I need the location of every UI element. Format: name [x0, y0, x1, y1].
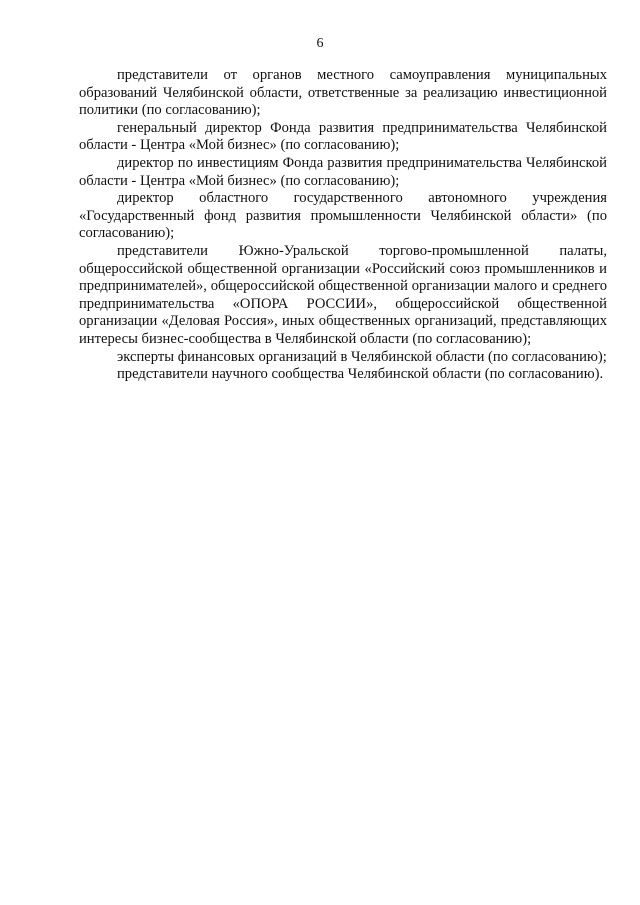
paragraph-general-director: генеральный директор Фонда развития предпринимательства Челябинской области - Центра «Мой бизнес» (по согласованию);: [79, 119, 607, 154]
document-body: [79, 67, 607, 384]
page-number: 6: [316, 36, 324, 51]
paragraph-business-organizations: представители Южно-Уральской торгово-промышленной палаты, общероссийской общественной организации «Российский союз промышленников и предпринимателей», общероссийской общественной организации малого и среднего предпринимательства «ОПОРА РОССИИ», общероссийской общественной организации «Деловая Россия», иных общественных организаций, представляющих интересы бизнес-сообщества в Челябинской области (по согласованию);: [79, 242, 607, 347]
paragraph-industry-fund-director: директор областного государственного автономного учреждения «Государственный фонд развития промышленности Челябинской области» (по согласованию);: [79, 190, 607, 242]
paragraph-local-government: представители от органов местного самоуправления муниципальных образований Челябинской области, ответственные за реализацию инвестиционной политики (по согласованию);: [79, 67, 607, 119]
paragraph-investment-director: директор по инвестициям Фонда развития предпринимательства Челябинской области - Центра «Мой бизнес» (по согласованию);: [79, 154, 607, 189]
paragraph-scientific-community: представители научного сообщества Челябинской области (по согласованию).: [117, 366, 604, 383]
paragraph-financial-experts: эксперты финансовых организаций в Челябинской области (по согласованию);: [117, 348, 607, 365]
